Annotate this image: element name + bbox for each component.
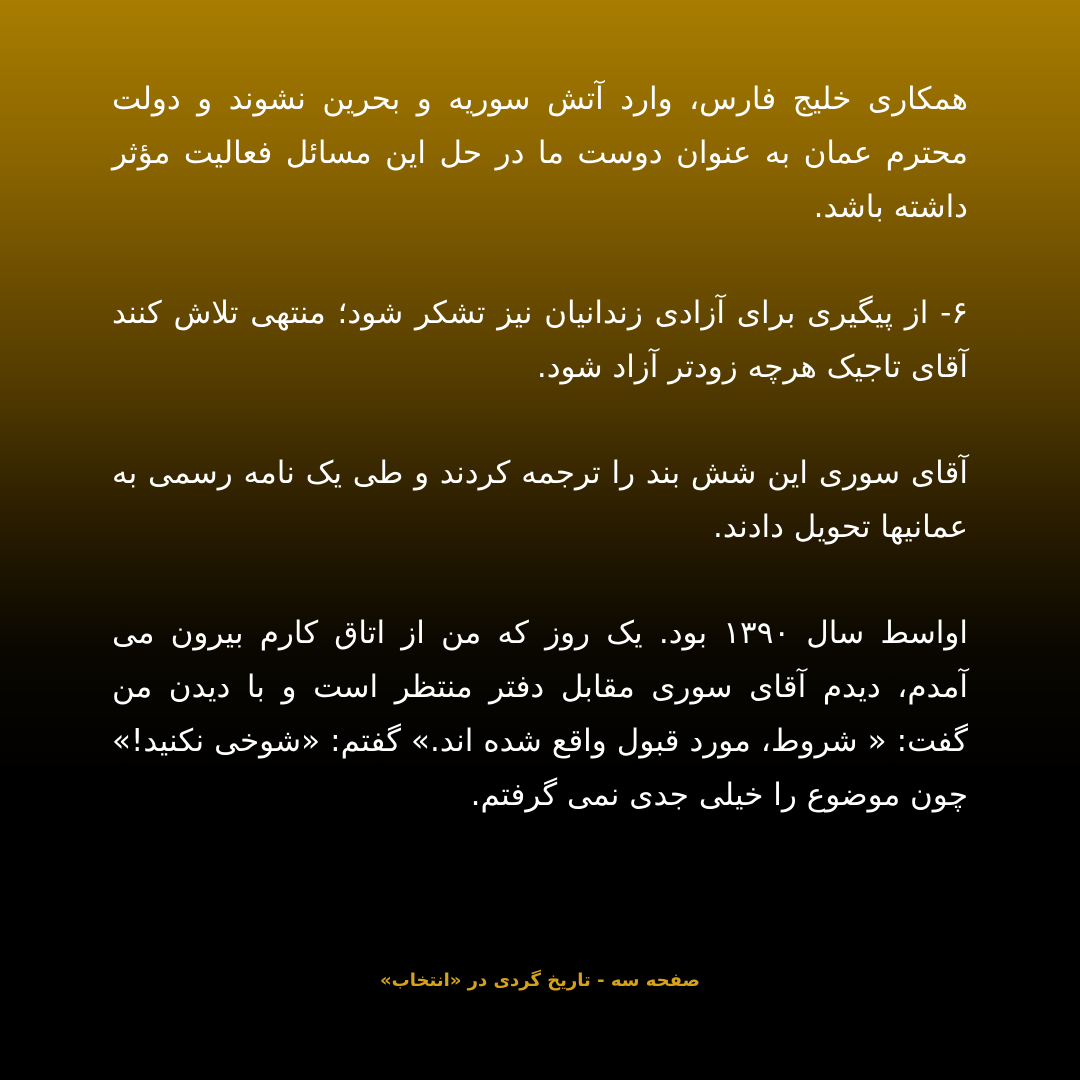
page-footer-caption: صفحه سه - تاریخ گردی در «انتخاب» <box>380 970 700 991</box>
article-body <box>112 72 968 874</box>
paragraph-2: ۶- از پیگیری برای آزادی زندانیان نیز تشکر شود؛ منتهی تلاش کنند آقای تاجیک هرچه زودتر آزاد شود. <box>112 295 968 385</box>
paragraph-1: همکاری خلیج فارس، وارد آتش سوریه و بحرین نشوند و دولت محترم عمان به عنوان دوست ما در حل این مسائل فعالیت مؤثر داشته باشد. <box>112 81 968 225</box>
paragraph-4: اواسط سال ۱۳۹۰ بود. یک روز که من از اتاق کارم بیرون می آمدم، دیدم آقای سوری مقابل دفتر منتظر است و با دیدن من گفت: « شروط، مورد قبول واقع شده اند.» گفتم: «شوخی نکنید!» چون موضوع را خیلی جدی نمی گرفتم. <box>112 615 968 813</box>
paragraph-3: آقای سوری این شش بند را ترجمه کردند و طی یک نامه رسمی به عمانیها تحویل دادند. <box>112 455 968 545</box>
